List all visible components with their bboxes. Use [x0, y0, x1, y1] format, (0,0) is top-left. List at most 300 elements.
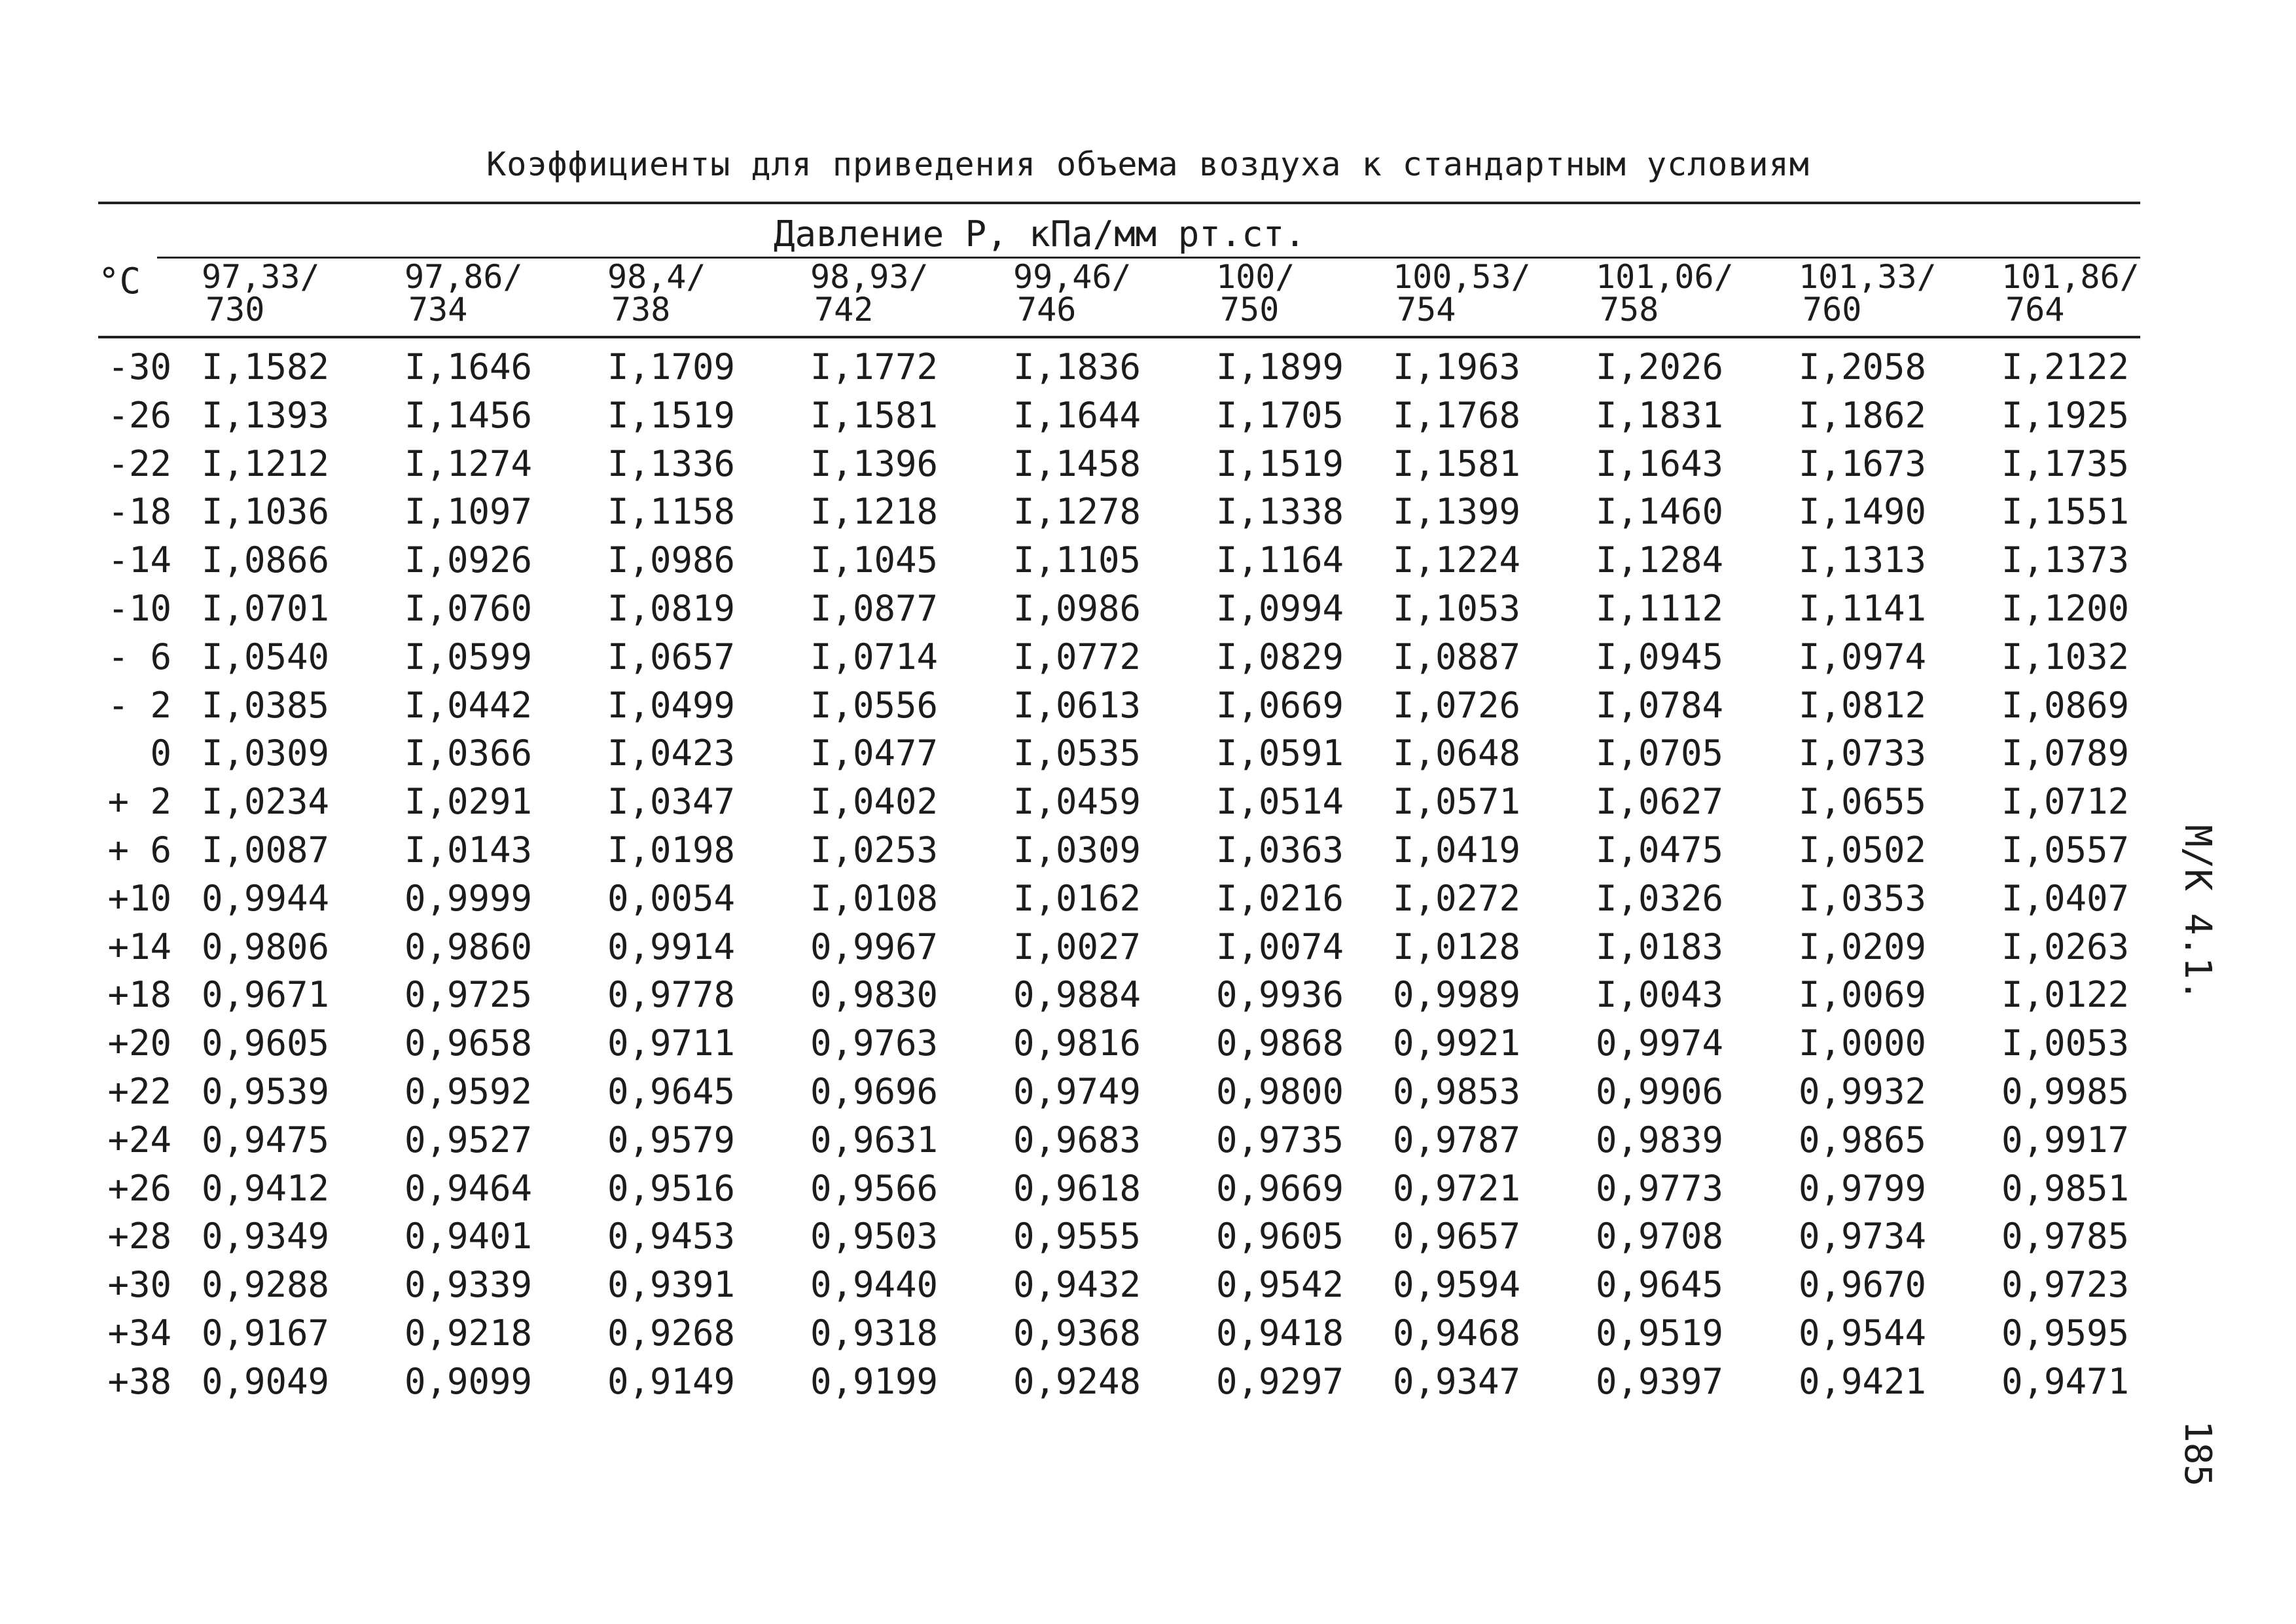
coefficient-cell: 0,9749: [1013, 1071, 1141, 1112]
column-header: [1393, 258, 1531, 329]
column-header-pressure-mmhg: 742: [814, 291, 874, 329]
coefficient-cell: 0,9453: [607, 1216, 736, 1257]
coefficient-cell: I,1278: [1013, 491, 1141, 532]
coefficient-cell: 0,9985: [2001, 1071, 2130, 1112]
coefficient-cell: 0,9708: [1596, 1216, 1724, 1257]
table-row: [0, 585, 2225, 633]
coefficient-cell: I,1112: [1596, 588, 1724, 629]
coefficient-cell: I,1582: [202, 346, 330, 388]
coefficient-cell: 0,9218: [404, 1312, 533, 1354]
coefficient-cell: I,1399: [1393, 491, 1521, 532]
temperature-cell: + 2: [107, 781, 171, 822]
coefficient-cell: I,0143: [404, 829, 533, 871]
coefficient-cell: I,0108: [810, 878, 939, 919]
column-header-pressure-mmhg: 764: [2005, 291, 2065, 329]
coefficient-cell: I,1274: [404, 443, 533, 484]
temperature-cell: - 2: [107, 685, 171, 726]
column-header-pressure-mmhg: 746: [1017, 291, 1077, 329]
temperature-cell: +30: [107, 1264, 171, 1305]
coefficient-cell: 0,9440: [810, 1264, 939, 1305]
column-header-pressure-mmhg: 738: [611, 291, 671, 329]
coefficient-cell: 0,9917: [2001, 1119, 2130, 1161]
coefficient-cell: 0,9806: [202, 926, 330, 967]
temperature-cell: -18: [107, 491, 171, 532]
coefficient-cell: I,1519: [1216, 443, 1344, 484]
column-header: [810, 258, 929, 329]
column-header-pressure-kpa: 101,33/: [1799, 258, 1937, 296]
coefficient-cell: I,0291: [404, 781, 533, 822]
table-row: [0, 1116, 2225, 1164]
coefficient-cell: 0,9734: [1799, 1216, 1927, 1257]
document-code: М/К 4.1.: [2176, 825, 2219, 1001]
coefficient-cell: I,0353: [1799, 878, 1927, 919]
column-header: [1216, 258, 1295, 329]
coefficient-cell: I,1458: [1013, 443, 1141, 484]
coefficient-cell: I,1313: [1799, 539, 1927, 581]
coefficient-cell: I,0974: [1799, 636, 1927, 677]
coefficient-cell: 0,9725: [404, 974, 533, 1015]
temperature-cell: -10: [107, 588, 171, 629]
coefficient-cell: I,1396: [810, 443, 939, 484]
coefficient-cell: I,2026: [1596, 346, 1724, 388]
table-row: [0, 440, 2225, 488]
column-header-pressure-mmhg: 734: [408, 291, 468, 329]
coefficient-cell: 0,9944: [202, 878, 330, 919]
coefficient-cell: 0,9773: [1596, 1168, 1724, 1209]
coefficient-cell: I,0198: [607, 829, 736, 871]
column-header-pressure-mmhg: 730: [206, 291, 265, 329]
coefficient-cell: 0,9401: [404, 1216, 533, 1257]
column-header-pressure-mmhg: 750: [1220, 291, 1280, 329]
coefficient-cell: I,2058: [1799, 346, 1927, 388]
temperature-cell: -22: [107, 443, 171, 484]
coefficient-cell: I,0385: [202, 685, 330, 726]
column-header-pressure-mmhg: 760: [1803, 291, 1862, 329]
coefficient-cell: I,1336: [607, 443, 736, 484]
temperature-cell: -30: [107, 346, 171, 388]
coefficient-cell: 0,9839: [1596, 1119, 1724, 1161]
coefficient-cell: I,1735: [2001, 443, 2130, 484]
coefficient-cell: I,0535: [1013, 732, 1141, 774]
coefficient-cell: I,0648: [1393, 732, 1521, 774]
temperature-unit-header: °С: [98, 261, 141, 302]
coefficient-cell: 0,9711: [607, 1022, 736, 1064]
temperature-cell: +14: [107, 926, 171, 967]
coefficient-cell: 0,9787: [1393, 1119, 1521, 1161]
coefficient-cell: 0,9721: [1393, 1168, 1521, 1209]
temperature-cell: +26: [107, 1168, 171, 1209]
coefficient-cell: 0,9297: [1216, 1361, 1344, 1402]
table-row: [0, 778, 2225, 826]
coefficient-cell: I,1836: [1013, 346, 1141, 388]
coefficient-cell: I,1036: [202, 491, 330, 532]
coefficient-cell: 0,9468: [1393, 1312, 1521, 1354]
coefficient-cell: I,1141: [1799, 588, 1927, 629]
temperature-cell: -14: [107, 539, 171, 581]
coefficient-cell: 0,9884: [1013, 974, 1141, 1015]
column-header-pressure-kpa: 100,53/: [1393, 258, 1531, 296]
coefficient-cell: I,0234: [202, 781, 330, 822]
temperature-cell: +38: [107, 1361, 171, 1402]
coefficient-cell: I,1338: [1216, 491, 1344, 532]
coefficient-cell: I,1097: [404, 491, 533, 532]
coefficient-cell: I,0591: [1216, 732, 1344, 774]
coefficient-cell: 0,9851: [2001, 1168, 2130, 1209]
coefficient-cell: I,0407: [2001, 878, 2130, 919]
coefficient-cell: 0,9339: [404, 1264, 533, 1305]
coefficient-cell: I,0122: [2001, 974, 2130, 1015]
column-header: [1799, 258, 1937, 329]
coefficient-cell: I,0994: [1216, 588, 1344, 629]
table-row: [0, 923, 2225, 971]
coefficient-cell: I,0945: [1596, 636, 1724, 677]
table-row: [0, 1212, 2225, 1261]
coefficient-cell: I,0263: [2001, 926, 2130, 967]
temperature-cell: + 6: [107, 829, 171, 871]
table-row: [0, 633, 2225, 681]
coefficient-cell: 0,9555: [1013, 1216, 1141, 1257]
coefficient-cell: I,0712: [2001, 781, 2130, 822]
column-header: [607, 258, 706, 329]
temperature-cell: +18: [107, 974, 171, 1015]
coefficient-cell: I,0209: [1799, 926, 1927, 967]
table-row: [0, 875, 2225, 923]
coefficient-cell: 0,9268: [607, 1312, 736, 1354]
coefficient-cell: I,0726: [1393, 685, 1521, 726]
coefficient-cell: I,1164: [1216, 539, 1344, 581]
coefficient-cell: 0,9657: [1393, 1216, 1521, 1257]
coefficient-cell: 0,9248: [1013, 1361, 1141, 1402]
coefficient-cell: 0,9288: [202, 1264, 330, 1305]
coefficient-cell: 0,9347: [1393, 1361, 1521, 1402]
coefficient-cell: 0,9594: [1393, 1264, 1521, 1305]
coefficient-cell: I,0926: [404, 539, 533, 581]
coefficient-cell: I,0877: [810, 588, 939, 629]
coefficient-cell: 0,9527: [404, 1119, 533, 1161]
coefficient-cell: 0,9592: [404, 1071, 533, 1112]
coefficient-cell: 0,9618: [1013, 1168, 1141, 1209]
coefficient-cell: 0,9999: [404, 878, 533, 919]
coefficient-cell: 0,9544: [1799, 1312, 1927, 1354]
coefficient-cell: I,0540: [202, 636, 330, 677]
column-header: [2001, 258, 2140, 329]
table-row: [0, 729, 2225, 778]
coefficient-cell: 0,9349: [202, 1216, 330, 1257]
coefficient-cell: 0,9412: [202, 1168, 330, 1209]
coefficient-cell: I,1519: [607, 395, 736, 436]
coefficient-cell: I,0556: [810, 685, 939, 726]
coefficient-cell: I,1581: [810, 395, 939, 436]
column-header-pressure-kpa: 97,33/: [202, 258, 320, 296]
coefficient-cell: I,1105: [1013, 539, 1141, 581]
temperature-cell: +28: [107, 1216, 171, 1257]
coefficient-cell: 0,9696: [810, 1071, 939, 1112]
coefficient-cell: 0,9670: [1799, 1264, 1927, 1305]
column-header-pressure-mmhg: 758: [1600, 291, 1659, 329]
coefficient-cell: I,0402: [810, 781, 939, 822]
column-header-pressure-kpa: 97,86/: [404, 258, 523, 296]
temperature-cell: - 6: [107, 636, 171, 677]
coefficient-cell: I,0253: [810, 829, 939, 871]
coefficient-cell: I,0669: [1216, 685, 1344, 726]
column-header-pressure-kpa: 99,46/: [1013, 258, 1132, 296]
coefficient-cell: I,1224: [1393, 539, 1521, 581]
coefficient-cell: I,0812: [1799, 685, 1927, 726]
coefficient-cell: 0,9735: [1216, 1119, 1344, 1161]
coefficient-cell: I,0571: [1393, 781, 1521, 822]
page-number: 185: [2176, 1420, 2219, 1487]
coefficient-cell: I,0514: [1216, 781, 1344, 822]
coefficient-cell: 0,9778: [607, 974, 736, 1015]
coefficient-cell: 0,9471: [2001, 1361, 2130, 1402]
coefficient-cell: 0,9658: [404, 1022, 533, 1064]
coefficient-cell: I,1551: [2001, 491, 2130, 532]
coefficient-cell: I,0789: [2001, 732, 2130, 774]
coefficient-cell: I,1862: [1799, 395, 1927, 436]
coefficient-cell: 0,9605: [202, 1022, 330, 1064]
coefficient-cell: I,1925: [2001, 395, 2130, 436]
coefficient-cell: I,1673: [1799, 443, 1927, 484]
coefficient-cell: 0,9830: [810, 974, 939, 1015]
coefficient-cell: I,0326: [1596, 878, 1724, 919]
coefficient-cell: 0,9149: [607, 1361, 736, 1402]
coefficient-cell: I,0502: [1799, 829, 1927, 871]
coefficient-cell: 0,9542: [1216, 1264, 1344, 1305]
coefficient-cell: I,1158: [607, 491, 736, 532]
coefficient-cell: 0,9475: [202, 1119, 330, 1161]
table-row: [0, 536, 2225, 585]
coefficient-cell: 0,9989: [1393, 974, 1521, 1015]
coefficient-cell: 0,9432: [1013, 1264, 1141, 1305]
coefficient-cell: 0,9397: [1596, 1361, 1724, 1402]
coefficient-cell: I,1218: [810, 491, 939, 532]
coefficient-cell: I,0216: [1216, 878, 1344, 919]
coefficient-cell: I,0657: [607, 636, 736, 677]
coefficient-cell: I,0309: [202, 732, 330, 774]
temperature-cell: -26: [107, 395, 171, 436]
table-top-rule: [98, 202, 2140, 204]
temperature-cell: +20: [107, 1022, 171, 1064]
coefficient-cell: 0,0054: [607, 878, 736, 919]
coefficient-cell: I,1643: [1596, 443, 1724, 484]
table-row: [0, 1164, 2225, 1213]
table-row: [0, 343, 2225, 391]
table-row: [0, 1358, 2225, 1406]
coefficient-cell: 0,9579: [607, 1119, 736, 1161]
column-header: [1596, 258, 1734, 329]
pressure-header: Давление Р, кПа/мм рт.ст.: [774, 213, 1306, 255]
coefficient-cell: 0,9595: [2001, 1312, 2130, 1354]
coefficient-cell: I,1393: [202, 395, 330, 436]
coefficient-cell: 0,9503: [810, 1216, 939, 1257]
temperature-cell: +10: [107, 878, 171, 919]
coefficient-cell: I,1456: [404, 395, 533, 436]
coefficient-cell: 0,9516: [607, 1168, 736, 1209]
coefficient-cell: I,1768: [1393, 395, 1521, 436]
coefficient-cell: 0,9799: [1799, 1168, 1927, 1209]
coefficient-cell: I,1053: [1393, 588, 1521, 629]
coefficient-cell: 0,9932: [1799, 1071, 1927, 1112]
coefficient-cell: I,0499: [607, 685, 736, 726]
coefficient-cell: 0,9763: [810, 1022, 939, 1064]
table-row: [0, 1309, 2225, 1358]
coefficient-cell: I,0705: [1596, 732, 1724, 774]
coefficient-cell: I,0128: [1393, 926, 1521, 967]
coefficient-cell: I,1705: [1216, 395, 1344, 436]
coefficient-cell: 0,9368: [1013, 1312, 1141, 1354]
coefficient-cell: I,0363: [1216, 829, 1344, 871]
table-row: [0, 488, 2225, 536]
coefficient-cell: 0,9199: [810, 1361, 939, 1402]
coefficient-cell: 0,9868: [1216, 1022, 1344, 1064]
coefficient-cell: 0,9921: [1393, 1022, 1521, 1064]
coefficient-cell: I,0366: [404, 732, 533, 774]
coefficient-cell: I,0027: [1013, 926, 1141, 967]
coefficient-cell: I,1373: [2001, 539, 2130, 581]
coefficient-cell: I,0000: [1799, 1022, 1927, 1064]
coefficient-cell: I,1646: [404, 346, 533, 388]
coefficient-cell: 0,9723: [2001, 1264, 2130, 1305]
coefficient-cell: I,1899: [1216, 346, 1344, 388]
coefficient-cell: I,1831: [1596, 395, 1724, 436]
column-header-pressure-kpa: 101,86/: [2001, 258, 2140, 296]
coefficient-cell: 0,9519: [1596, 1312, 1724, 1354]
coefficient-cell: I,0613: [1013, 685, 1141, 726]
column-header: [202, 258, 320, 329]
coefficient-cell: I,1709: [607, 346, 736, 388]
coefficient-cell: I,1032: [2001, 636, 2130, 677]
coefficient-cell: 0,9418: [1216, 1312, 1344, 1354]
column-header: [1013, 258, 1132, 329]
coefficient-cell: 0,9914: [607, 926, 736, 967]
coefficient-cell: I,0784: [1596, 685, 1724, 726]
coefficient-cell: I,2122: [2001, 346, 2130, 388]
coefficient-cell: 0,9816: [1013, 1022, 1141, 1064]
coefficient-cell: I,0087: [202, 829, 330, 871]
coefficient-cell: 0,9967: [810, 926, 939, 967]
coefficient-cell: I,0599: [404, 636, 533, 677]
coefficient-cell: 0,9318: [810, 1312, 939, 1354]
coefficient-cell: 0,9464: [404, 1168, 533, 1209]
coefficient-cell: I,0272: [1393, 878, 1521, 919]
temperature-cell: +22: [107, 1071, 171, 1112]
coefficient-cell: I,0309: [1013, 829, 1141, 871]
coefficient-cell: I,0733: [1799, 732, 1927, 774]
column-header-pressure-kpa: 98,4/: [607, 258, 706, 296]
coefficient-cell: I,1200: [2001, 588, 2130, 629]
coefficient-cell: 0,9391: [607, 1264, 736, 1305]
table-row: [0, 1019, 2225, 1068]
column-header: [404, 258, 523, 329]
column-header-pressure-kpa: 98,93/: [810, 258, 929, 296]
coefficient-cell: 0,9539: [202, 1071, 330, 1112]
coefficient-cell: I,0477: [810, 732, 939, 774]
coefficient-cell: I,0053: [2001, 1022, 2130, 1064]
coefficient-cell: I,1490: [1799, 491, 1927, 532]
coefficient-cell: I,0819: [607, 588, 736, 629]
coefficient-cell: 0,9785: [2001, 1216, 2130, 1257]
coefficient-cell: I,1644: [1013, 395, 1141, 436]
coefficient-cell: I,0986: [1013, 588, 1141, 629]
coefficient-cell: I,0714: [810, 636, 939, 677]
coefficient-cell: I,0475: [1596, 829, 1724, 871]
column-header-pressure-kpa: 100/: [1216, 258, 1295, 296]
coefficient-cell: 0,9605: [1216, 1216, 1344, 1257]
column-header-pressure-mmhg: 754: [1397, 291, 1456, 329]
coefficient-cell: I,1772: [810, 346, 939, 388]
temperature-cell: 0: [150, 732, 171, 774]
coefficient-cell: I,0423: [607, 732, 736, 774]
coefficient-cell: I,0701: [202, 588, 330, 629]
coefficient-cell: 0,9631: [810, 1119, 939, 1161]
coefficient-cell: 0,9865: [1799, 1119, 1927, 1161]
coefficient-cell: I,0347: [607, 781, 736, 822]
coefficient-cell: I,0442: [404, 685, 533, 726]
table-row: [0, 391, 2225, 440]
temperature-cell: +34: [107, 1312, 171, 1354]
coefficient-cell: 0,9645: [607, 1071, 736, 1112]
coefficient-cell: 0,9853: [1393, 1071, 1521, 1112]
coefficient-cell: I,0869: [2001, 685, 2130, 726]
coefficient-cell: I,1212: [202, 443, 330, 484]
coefficient-cell: I,0183: [1596, 926, 1724, 967]
coefficient-cell: I,0760: [404, 588, 533, 629]
coefficient-cell: 0,9669: [1216, 1168, 1344, 1209]
table-row: [0, 1068, 2225, 1116]
page-title: Коэффициенты для приведения объема воздуха к стандартным условиям: [486, 145, 1810, 183]
coefficient-cell: I,1045: [810, 539, 939, 581]
coefficient-cell: I,0655: [1799, 781, 1927, 822]
coefficient-cell: I,0459: [1013, 781, 1141, 822]
coefficient-cell: I,0162: [1013, 878, 1141, 919]
coefficient-cell: 0,9645: [1596, 1264, 1724, 1305]
coefficient-cell: 0,9421: [1799, 1361, 1927, 1402]
coefficient-cell: 0,9683: [1013, 1119, 1141, 1161]
coefficient-cell: I,0887: [1393, 636, 1521, 677]
coefficient-cell: I,0772: [1013, 636, 1141, 677]
table-row: [0, 681, 2225, 730]
coefficient-cell: 0,9936: [1216, 974, 1344, 1015]
coefficient-cell: 0,9974: [1596, 1022, 1724, 1064]
coefficient-cell: I,0829: [1216, 636, 1344, 677]
coefficient-cell: I,0043: [1596, 974, 1724, 1015]
table-row: [0, 1261, 2225, 1309]
coefficient-cell: I,0866: [202, 539, 330, 581]
table-header-rule: [98, 336, 2140, 338]
column-header-pressure-kpa: 101,06/: [1596, 258, 1734, 296]
coefficient-cell: I,0069: [1799, 974, 1927, 1015]
coefficient-cell: 0,9167: [202, 1312, 330, 1354]
coefficient-cell: 0,9671: [202, 974, 330, 1015]
coefficient-cell: I,1460: [1596, 491, 1724, 532]
coefficient-cell: I,0627: [1596, 781, 1724, 822]
coefficient-cell: 0,9860: [404, 926, 533, 967]
coefficient-cell: 0,9906: [1596, 1071, 1724, 1112]
coefficient-cell: 0,9800: [1216, 1071, 1344, 1112]
coefficient-cell: I,0557: [2001, 829, 2130, 871]
temperature-cell: +24: [107, 1119, 171, 1161]
coefficient-cell: I,1284: [1596, 539, 1724, 581]
table-row: [0, 826, 2225, 875]
coefficient-cell: 0,9099: [404, 1361, 533, 1402]
table-row: [0, 971, 2225, 1019]
coefficient-cell: I,0074: [1216, 926, 1344, 967]
coefficient-cell: I,1963: [1393, 346, 1521, 388]
coefficient-cell: I,1581: [1393, 443, 1521, 484]
coefficient-cell: 0,9566: [810, 1168, 939, 1209]
coefficient-cell: I,0419: [1393, 829, 1521, 871]
coefficient-cell: 0,9049: [202, 1361, 330, 1402]
